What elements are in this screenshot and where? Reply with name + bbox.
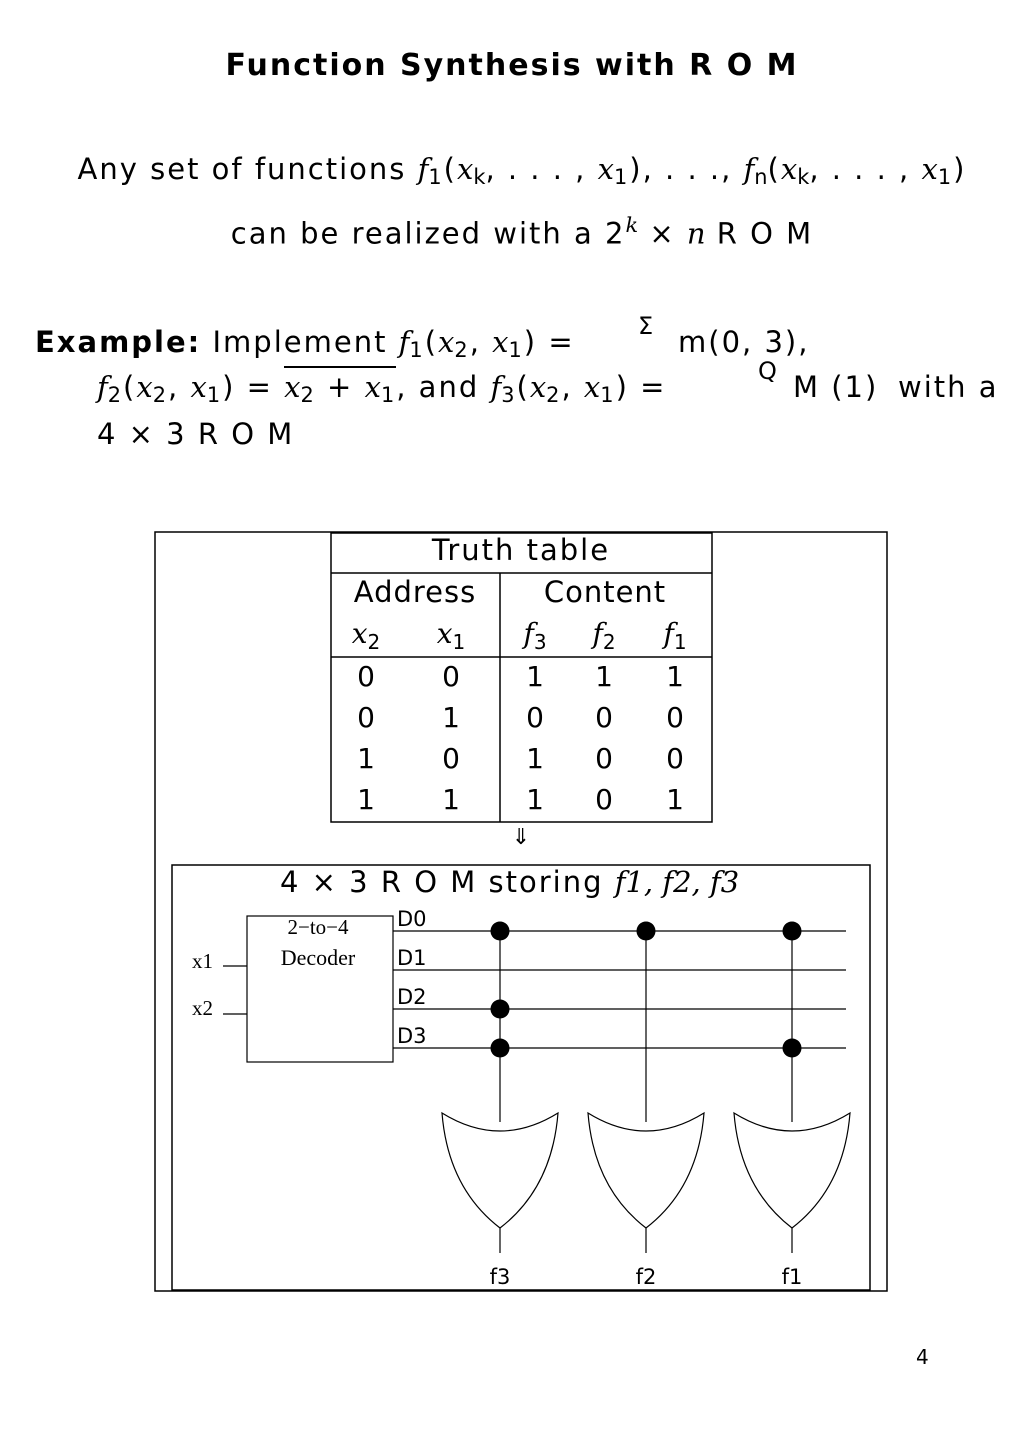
example-line-1: Example: Implement $f_1(x_2$, $x_1$) =	[35, 325, 575, 363]
output-label-f2: f2	[635, 1265, 657, 1289]
col-header-f1: $f_1$	[663, 617, 687, 654]
column-headers	[352, 617, 687, 654]
with-a-text: with a	[898, 370, 999, 404]
col-header-f3: $f_3$	[523, 617, 547, 654]
cell-r1-c2: 0	[526, 701, 544, 734]
cell-r0-c0: 0	[357, 660, 375, 693]
truth-table-cells	[357, 660, 684, 816]
or-gate-f2	[588, 1113, 704, 1228]
input-x2: x2	[192, 996, 213, 1020]
cell-r2-c1: 0	[442, 742, 460, 775]
truth-table	[331, 533, 712, 822]
dot-f3-D3	[491, 1039, 510, 1058]
col-header-f2: $f_2$	[592, 617, 616, 654]
cell-r0-c2: 1	[526, 660, 544, 693]
col-header-x2: $x_2$	[351, 617, 381, 654]
cell-r0-c4: 1	[666, 660, 684, 693]
output-label-f3: f3	[489, 1265, 511, 1289]
col-header-x1: $x_1$	[436, 617, 466, 654]
label-D1: D1	[397, 946, 427, 970]
cell-r3-c0: 1	[357, 783, 375, 816]
intro-rom: R O M	[716, 216, 814, 251]
cell-r3-c3: 0	[595, 783, 613, 816]
cell-r1-c4: 0	[666, 701, 684, 734]
cell-r0-c1: 0	[442, 660, 460, 693]
decoder-label-2: Decoder	[280, 945, 356, 970]
content-header: Content	[543, 575, 667, 609]
or-gate-f3	[442, 1113, 558, 1228]
intro-line-2: can be realized with a $2^k \times n$ R O M	[230, 213, 814, 251]
figure-frame	[155, 532, 887, 1291]
cell-r2-c2: 1	[526, 742, 544, 775]
dot-f1-D3	[783, 1039, 802, 1058]
output-label-f1: f1	[781, 1265, 803, 1289]
label-D3: D3	[397, 1024, 427, 1048]
cell-r2-c0: 1	[357, 742, 375, 775]
rom-box	[172, 865, 870, 1290]
dot-f3-D0	[491, 922, 510, 941]
decoder-label-1: 2−to−4	[287, 915, 349, 939]
product-symbol: Q	[758, 357, 777, 385]
example-line-3: 4 × 3 R O M	[97, 417, 295, 451]
example-implement: Implement	[212, 325, 388, 359]
cell-r1-c3: 0	[595, 701, 613, 734]
f1-rhs: m(0, 3),	[678, 325, 810, 359]
label-D0: D0	[397, 907, 427, 931]
cell-r3-c1: 1	[442, 783, 460, 816]
cell-r2-c4: 0	[666, 742, 684, 775]
intro-text-2: can be realized with a 2	[230, 216, 626, 251]
example-line-2: $f_2(x_2$, $x_1) = x_2 + x_1$, and $f_3(x_2$, $x_1$) =	[97, 370, 666, 407]
gate-input-lines	[500, 931, 792, 1122]
cell-r2-c3: 0	[595, 742, 613, 775]
input-x1: x1	[192, 949, 213, 973]
and-text: , and	[396, 370, 480, 404]
sigma-symbol: Σ	[638, 312, 654, 340]
or-gate-f1	[734, 1113, 850, 1228]
decoder-output-lines	[393, 907, 846, 1048]
cell-r1-c1: 1	[442, 701, 460, 734]
page-number: 4	[916, 1345, 929, 1369]
cell-r3-c4: 1	[666, 783, 684, 816]
address-header: Address	[353, 575, 477, 609]
cell-r3-c2: 1	[526, 783, 544, 816]
example-label: Example:	[35, 325, 202, 359]
rom-title: 4 × 3 R O M storing f1, f2, f3	[280, 865, 740, 899]
or-gates	[442, 1113, 850, 1289]
label-D2: D2	[397, 985, 427, 1009]
intro-line-1: Any set of functions $f_1(x_k$, . . . , $x_1$), . . ., $f_n(x_k$, . . . , $x_1$)	[77, 152, 967, 190]
f3-rhs: M (1)	[793, 370, 879, 404]
dot-f2-D0	[637, 922, 656, 941]
cell-r1-c0: 0	[357, 701, 375, 734]
cell-r0-c3: 1	[595, 660, 613, 693]
dot-f3-D2	[491, 1000, 510, 1019]
dot-f1-D0	[783, 922, 802, 941]
rom-block	[172, 865, 870, 1290]
truth-table-title: Truth table	[431, 533, 611, 567]
intro-text-1: Any set of functions	[77, 152, 407, 186]
down-arrow: ⇓	[511, 825, 531, 850]
page-title: Function Synthesis with R O M	[225, 48, 799, 83]
